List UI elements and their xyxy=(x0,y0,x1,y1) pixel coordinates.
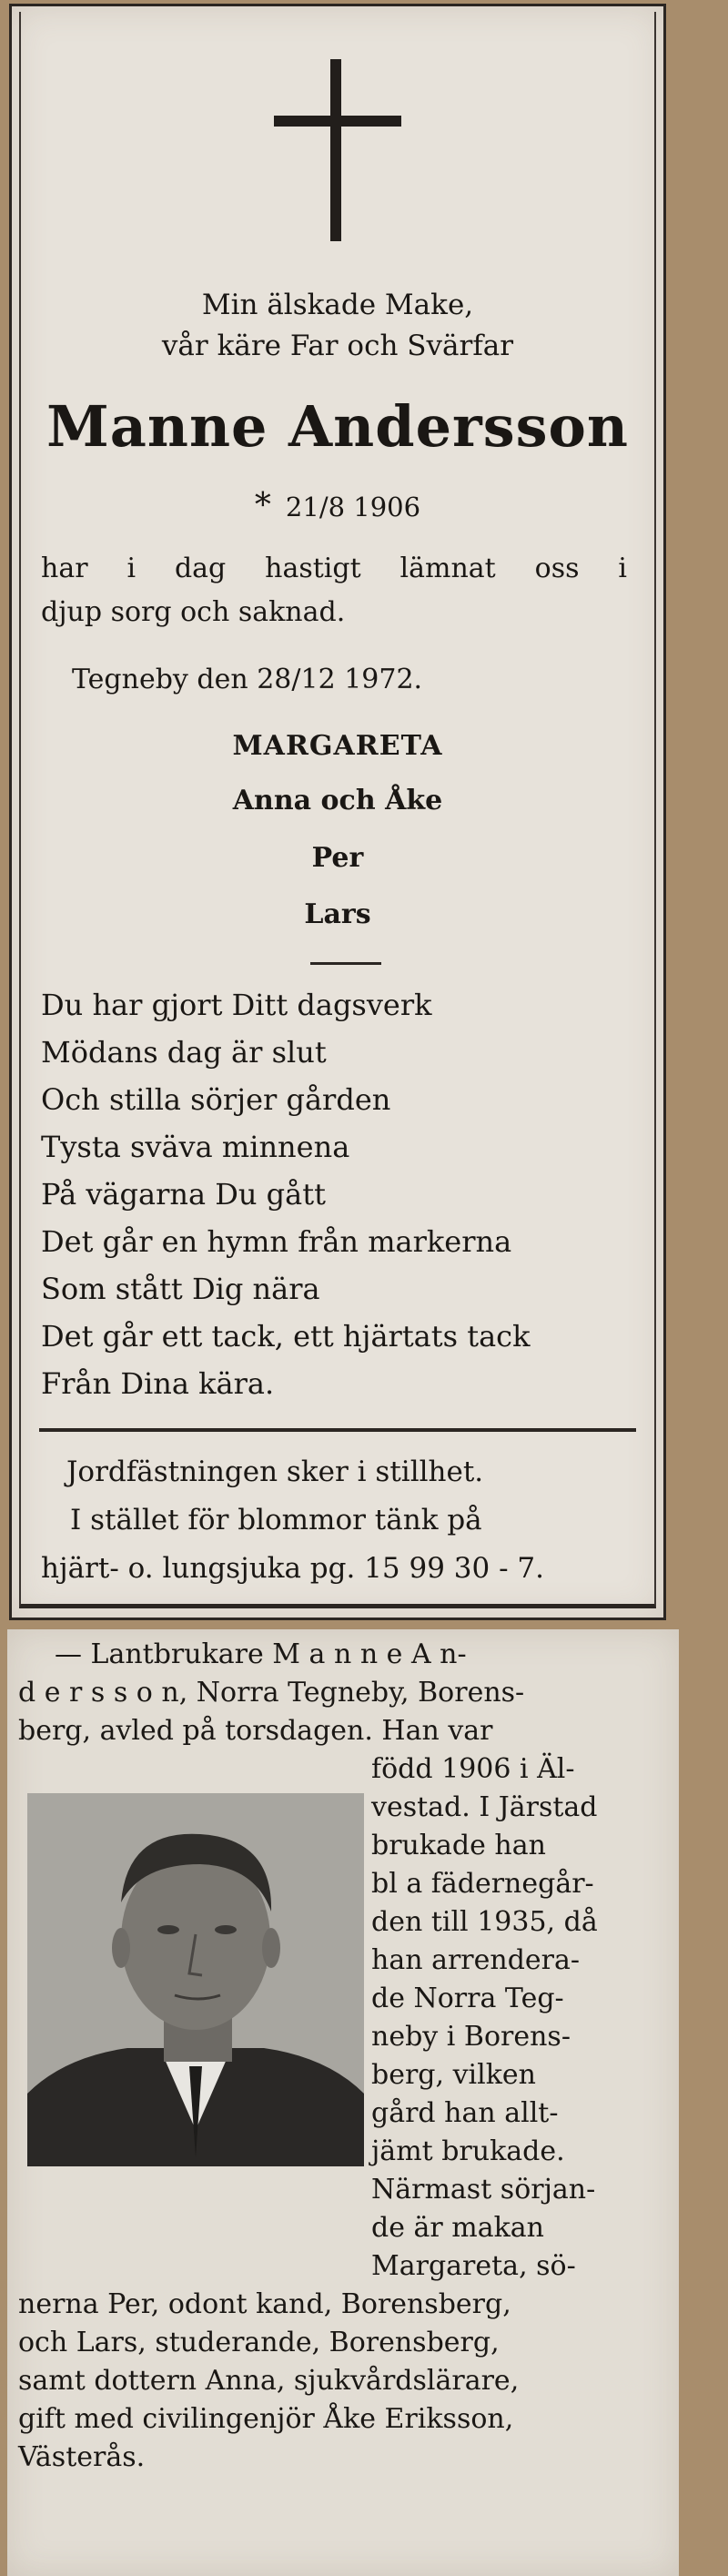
article-line: vestad. I Järstad xyxy=(371,1791,598,1823)
article-line: neby i Borens- xyxy=(371,2021,571,2053)
poem-line: Som stått Dig nära xyxy=(41,1272,320,1306)
article-line: berg, avled på torsdagen. Han var xyxy=(18,1715,493,1747)
article-line: Västerås. xyxy=(18,2441,146,2473)
family-member: MARGARETA xyxy=(232,730,443,762)
message-word: i xyxy=(126,553,136,584)
article-line: brukade han xyxy=(371,1830,546,1861)
poem-line: Och stilla sörjer gården xyxy=(41,1082,391,1117)
cross-icon xyxy=(274,59,401,241)
poem-line: Du har gjort Ditt dagsverk xyxy=(41,988,432,1022)
message-word: lämnat xyxy=(399,553,496,584)
poem-line: Tysta sväva minnena xyxy=(41,1130,350,1164)
article-line: Närmast sörjan- xyxy=(371,2174,596,2206)
message-word: hastigt xyxy=(265,553,361,584)
article-line: samt dottern Anna, sjukvårdslärare, xyxy=(18,2365,520,2397)
funeral-line-3: hjärt- o. lungsjuka pg. 15 99 30 - 7. xyxy=(41,1552,544,1585)
article-line: den till 1935, då xyxy=(371,1906,598,1938)
article-line: d e r s s o n, Norra Tegneby, Borens- xyxy=(18,1677,525,1709)
article-line: och Lars, studerande, Borensberg, xyxy=(18,2327,500,2358)
birth-star-icon: * xyxy=(254,487,271,524)
article-line: — Lantbrukare M a n n e A n- xyxy=(55,1638,467,1670)
divider-long xyxy=(39,1428,636,1432)
message-word: i xyxy=(618,553,627,584)
place-date: Tegneby den 28/12 1972. xyxy=(72,664,423,695)
article-line: berg, vilken xyxy=(371,2059,536,2091)
divider-short xyxy=(310,962,381,965)
poem-line: På vägarna Du gått xyxy=(41,1177,326,1212)
deceased-name: Manne Andersson xyxy=(46,393,629,460)
message-word: dag xyxy=(174,553,227,584)
article-line: gift med civilingenjör Åke Eriksson, xyxy=(18,2403,514,2435)
poem-line: Det går ett tack, ett hjärtats tack xyxy=(41,1319,531,1354)
article-line: jämt brukade. xyxy=(371,2135,565,2167)
poem-line: Det går en hymn från markerna xyxy=(41,1224,512,1259)
intro-line-2: vår käre Far och Svärfar xyxy=(161,330,514,362)
article-line: gård han allt- xyxy=(371,2097,559,2129)
message-word: oss xyxy=(534,553,580,584)
obituary-article xyxy=(7,1629,679,2576)
article-line: född 1906 i Äl- xyxy=(371,1753,575,1785)
message-word: har xyxy=(41,553,88,584)
intro-line-1: Min älskade Make, xyxy=(201,289,474,321)
article-line: de är makan xyxy=(371,2212,544,2244)
article-line: bl a fädernegår- xyxy=(371,1868,594,1900)
message-line-2: djup sorg och saknad. xyxy=(41,596,346,628)
family-member: Anna och Åke xyxy=(232,785,443,816)
poem-line: Mödans dag är slut xyxy=(41,1035,327,1070)
birth-date: 21/8 1906 xyxy=(285,492,421,522)
portrait-photo xyxy=(27,1793,364,2166)
poem-line: Från Dina kära. xyxy=(41,1366,275,1401)
birth-line xyxy=(12,487,663,524)
article-line: Margareta, sö- xyxy=(371,2250,576,2282)
death-notice xyxy=(9,4,666,1620)
funeral-line-2: I stället för blommor tänk på xyxy=(70,1504,482,1536)
article-line: han arrendera- xyxy=(371,1944,581,1976)
funeral-line-1: Jordfästningen sker i stillhet. xyxy=(66,1455,484,1488)
article-line: de Norra Teg- xyxy=(371,1983,564,2014)
message-line-1 xyxy=(41,553,627,584)
article-line: nerna Per, odont kand, Borensberg, xyxy=(18,2288,511,2320)
family-member: Per xyxy=(311,842,364,874)
family-member: Lars xyxy=(304,898,371,930)
